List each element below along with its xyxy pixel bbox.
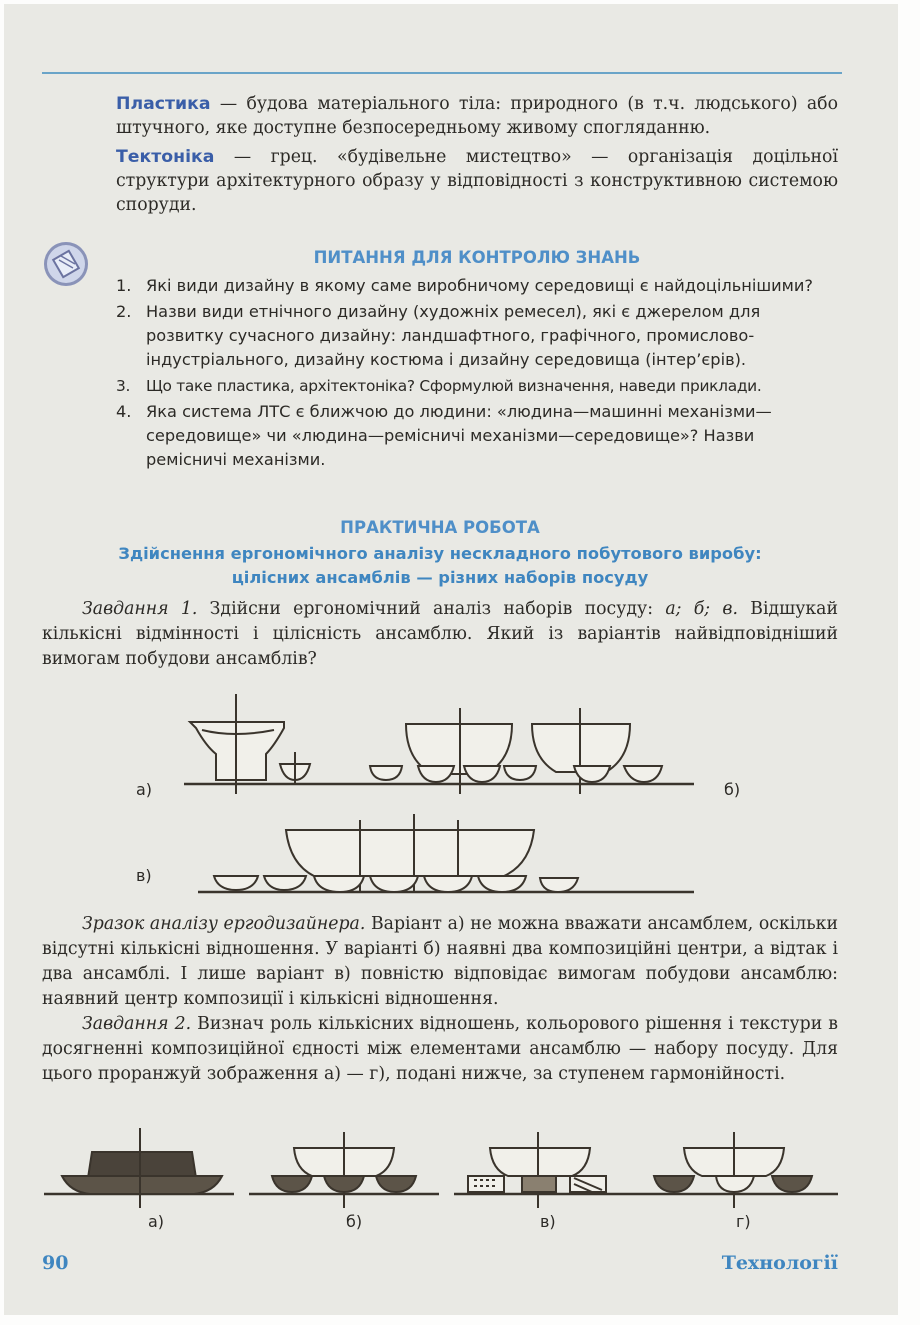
analysis-paragraph	[42, 912, 838, 1012]
term-plastyka: Пластика	[116, 94, 211, 114]
bottom-label-g: г)	[736, 1212, 751, 1231]
figure-label-v: в)	[136, 866, 152, 885]
bottom-set-a	[44, 1128, 234, 1208]
questions-heading: ПИТАННЯ ДЛЯ КОНТРОЛЮ ЗНАНЬ	[313, 248, 641, 267]
practice-subheading-line2: цілісних ансамблів — різних наборів посуду	[231, 568, 649, 587]
tableware-sets-figure	[174, 694, 704, 904]
set-v-illustration	[198, 814, 694, 892]
task1-label: Завдання 1.	[82, 599, 198, 619]
question-number: 3.	[116, 377, 131, 395]
task1-paragraph	[42, 597, 838, 672]
list-item	[116, 274, 838, 298]
figure-label-a: а)	[136, 780, 153, 799]
task1-text2: Відшукай кількісні відмінності і цілісність ансамблю. Який із варіантів найвідповідніший вимогам побудови ансамблів?	[42, 599, 839, 669]
practice-heading: ПРАКТИЧНА РОБОТА	[340, 518, 540, 537]
list-item	[116, 374, 838, 398]
analysis-label: Зразок аналізу ергодизайнера.	[82, 914, 366, 934]
task1-variants: а; б; в.	[653, 599, 738, 619]
list-item	[116, 300, 838, 372]
bottom-label-b: б)	[346, 1212, 363, 1231]
analysis-and-task2	[42, 912, 838, 1087]
practice-subheading-line1: Здійснення ергономічного аналізу нескладного побутового виробу:	[118, 544, 762, 563]
textbook-page	[4, 4, 898, 1315]
question-text: Яка система ЛТС є ближчою до людини: «людина—машинні механізми—середовище» чи «людина—ремісничі механізми—середовище»? Назви ремісничі механізми.	[146, 402, 772, 469]
practice-subheading	[42, 542, 838, 590]
task1-text: Здійсни ергономічний аналіз наборів посуду:	[197, 599, 654, 619]
bottom-set-v	[454, 1132, 644, 1208]
analysis-text: Варіант а) не можна вважати ансамблем, оскільки відсутні кількісні відношення. У варіанті б) наявні два композиційні центри, а відтак і два ансамблі. І лише варіант в) повністю відповідає вимогам побудови ансамблю: наявний центр композиції і кількісні відношення.	[42, 914, 838, 1009]
question-number: 2.	[116, 302, 132, 321]
footer-title: Технології	[721, 1252, 838, 1274]
bottom-set-b	[249, 1132, 439, 1208]
questions-badge-icon	[44, 242, 88, 286]
set-b-illustration	[370, 708, 662, 794]
bottom-set-g	[644, 1132, 838, 1208]
figure-label-b: б)	[724, 780, 741, 799]
task2-text: Визнач роль кількісних відношень, кольорового рішення і текстури в досягненні композиційної єдності між елементами ансамблю — набору посуду. Для цього проранжуй зображення а) — г), подані нижче, за ступенем гармонійності.	[42, 1014, 838, 1084]
term-tektonika: Тектоніка	[116, 147, 215, 167]
question-text: Які види дизайну в якому саме виробничому середовищі є найдоцільнішими?	[146, 276, 813, 295]
definition-tektonika	[116, 145, 838, 217]
definitions	[116, 92, 838, 222]
definition-tektonika-text: — грец. «будівельне мистецтво» — організація доцільної структури архітектурного образу у відповідності з конструктивною системою споруди.	[116, 147, 838, 215]
page-number: 90	[42, 1252, 69, 1274]
task2-paragraph	[42, 1012, 838, 1087]
bottom-label-v: в)	[540, 1212, 556, 1231]
list-item	[116, 400, 838, 472]
bottom-label-a: а)	[148, 1212, 165, 1231]
definition-plastyka-text: — будова матеріального тіла: природного (в т.ч. людського) або штучного, яке доступне безпосередньому живому спогляданню.	[116, 94, 838, 138]
question-text: Що таке пластика, архітектоніка? Сформулюй визначення, наведи приклади.	[146, 377, 762, 395]
questions-list	[116, 274, 838, 474]
question-number: 4.	[116, 402, 132, 421]
task2-label: Завдання 2.	[82, 1014, 192, 1034]
question-number: 1.	[116, 276, 132, 295]
definition-plastyka	[116, 92, 838, 140]
top-divider	[42, 72, 842, 74]
question-text: Назви види етнічного дизайну (художніх ремесел), які є джерелом для розвитку сучасного дизайну: ландшафтного, графічного, промислово-індустріального, дизайну костюма і дизайну середовища (інтер’єрів).	[146, 302, 761, 369]
